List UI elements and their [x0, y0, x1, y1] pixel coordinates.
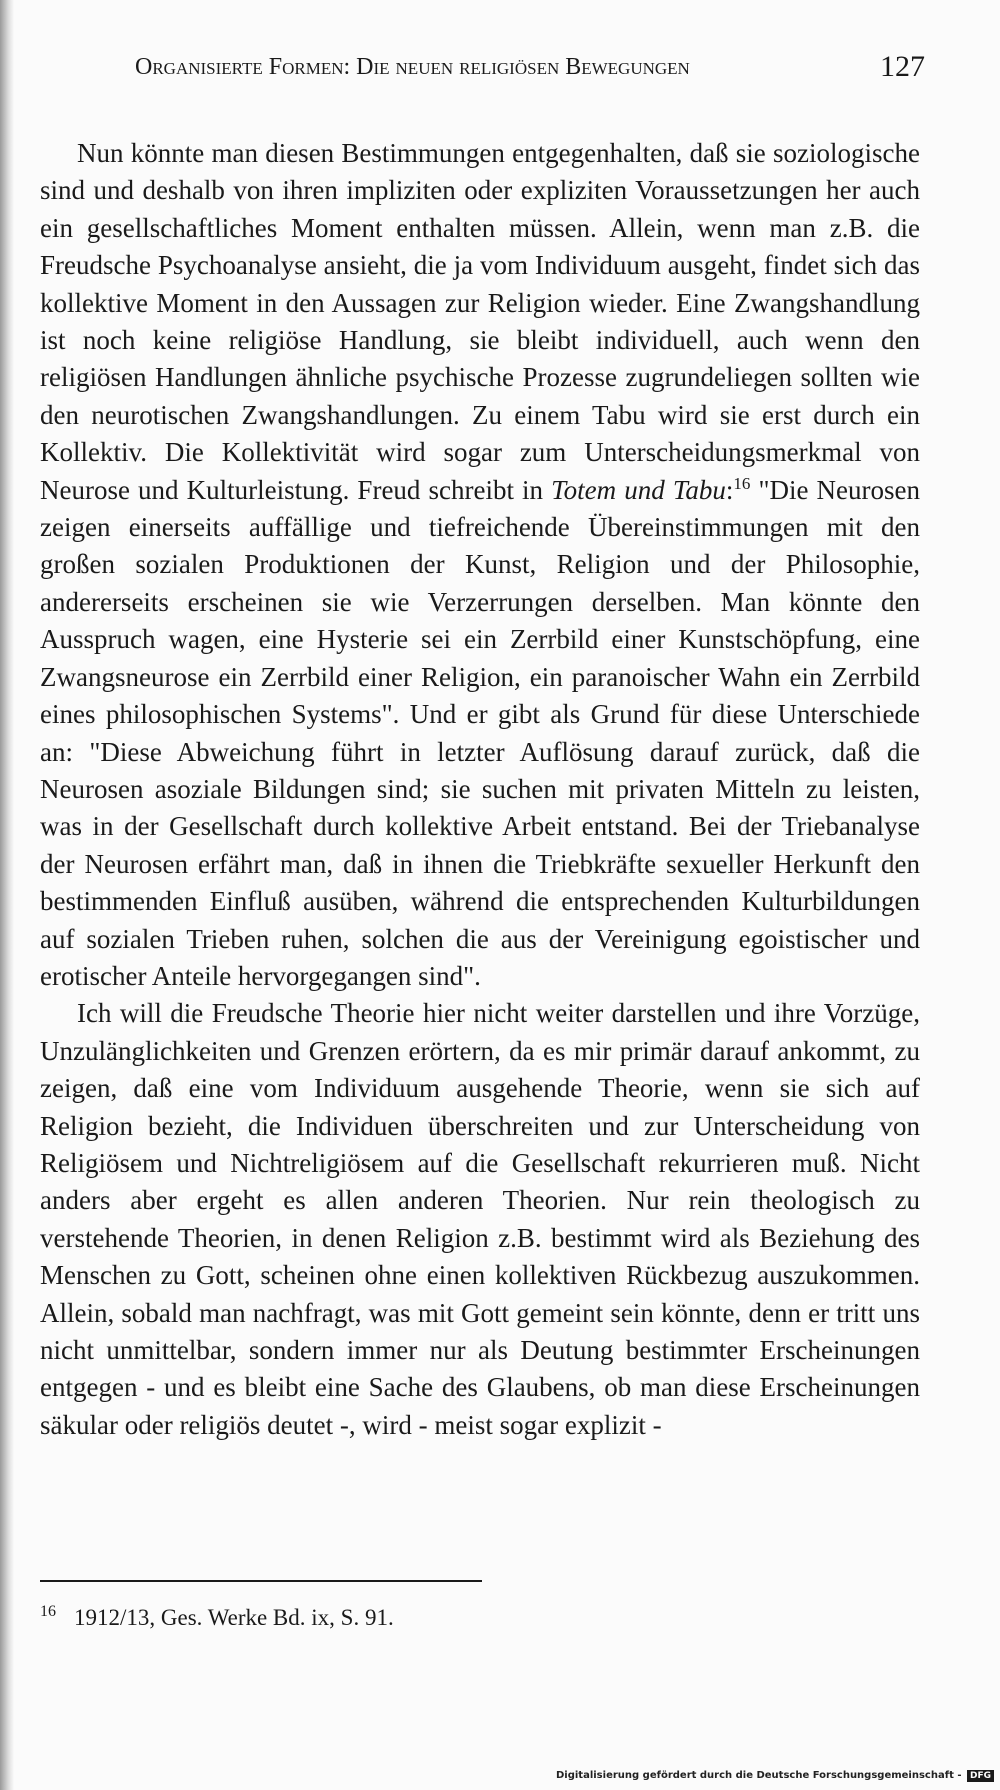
footnote-reference[interactable]: 16 [733, 473, 751, 493]
footnote [40, 1605, 394, 1631]
running-head [135, 50, 925, 90]
footnote-number: 16 [40, 1603, 56, 1621]
paragraph-1 [40, 135, 920, 995]
footnote-text: 1912/13, Ges. Werke Bd. ix, S. 91. [74, 1605, 394, 1630]
footnote-rule [40, 1580, 482, 1582]
paragraph-1-text-b: "Die Neurosen zeigen einerseits auffällige und tiefreichende Übereinstimmungen mit den großen sozialen Produktionen der Kunst, Religion und der Philosophie, andererseits erscheinen sie wie Verzerrungen derselben. Man könnte den Ausspruch wagen, eine Hysterie sei ein Zerrbild einer Kunstschöpfung, eine Zwangsneurose ein Zerrbild einer Religion, ein paranoischer Wahn ein Zerrbild eines philosophischen Systems". Und er gibt als Grund für diese Unterschiede an: "Diese Abweichung führt in letzter Auflösung darauf zurück, daß die Neurosen asoziale Bildungen sind; sie suchen mit privaten Mitteln zu leisten, was in der Gesellschaft durch kollektive Arbeit entstand. Bei der Triebanalyse der Neurosen erfährt man, daß in ihnen die Triebkräfte sexueller Herkunft den bestimmenden Einfluß ausüben, während die entsprechenden Kulturbildungen auf sozialen Trieben ruhen, solchen die aus der Vereinigung egoistischer und erotischer Anteile hervorgegangen sind". [40, 474, 920, 991]
dfg-logo: DFG [967, 1770, 994, 1782]
colon: : [725, 474, 734, 505]
paragraph-1-text-a: Nun könnte man diesen Bestimmungen entgegenhalten, daß sie soziologische sind und deshalb von ihren impliziten oder expliziten Voraussetzungen her auch ein gesellschaftliches Moment enthalten müssen. Allein, wenn man z.B. die Freudsche Psychoanalyse ansieht, die ja vom Individuum ausgeht, findet sich das kollektive Moment in den Aussagen zur Religion wieder. Eine Zwangshandlung ist noch keine religiöse Handlung, sie bleibt individuell, auch wenn den religiösen Handlungen ähnliche psychische Prozesse zugrundeliegen sollten wie den neurotischen Zwangshandlungen. Zu einem Tabu wird sie erst durch ein Kollektiv. Die Kollektivität wird sogar zum Unterscheidungsmerkmal von Neurose und Kulturleistung. Freud schreibt in [40, 138, 920, 505]
body-text [40, 135, 920, 1444]
page-number: 127 [880, 50, 925, 83]
paragraph-2: Ich will die Freudsche Theorie hier nicht weiter darstellen und ihre Vorzüge, Unzulänglichkeiten und Grenzen erörtern, da es mir primär darauf ankommt, zu zeigen, daß eine vom Individuum ausgehende Theorie, wenn sie sich auf Religion bezieht, die Individuen überschreiten und zur Unterscheidung von Religiösem und Nichtreligiösem auf die Gesellschaft rekurrieren muß. Nicht anders aber ergeht es allen anderen Theorien. Nur rein theologisch zu verstehende Theorien, in denen Religion z.B. bestimmt wird als Beziehung des Menschen zu Gott, scheinen ohne einen kollektiven Rückbezug auszukommen. Allein, sobald man nachfragt, was mit Gott gemeint sein könnte, denn er tritt uns nicht unmittelbar, sondern immer nur als Deutung bestimmter Erscheinungen entgegen - und es bleibt eine Sache des Glaubens, ob man diese Erscheinungen säkular oder religiös deutet -, wird - meist sogar explizit - [40, 998, 920, 1440]
gutter-shadow [0, 0, 14, 1790]
digitization-notice-text: Digitalisierung gefördert durch die Deutsche Forschungsgemeinschaft - [555, 1770, 962, 1781]
running-title: Organisierte Formen: Die neuen religiösen Bewegungen [135, 54, 690, 80]
digitization-notice [556, 1770, 994, 1782]
book-title-italic: Totem und Tabu [551, 474, 726, 505]
